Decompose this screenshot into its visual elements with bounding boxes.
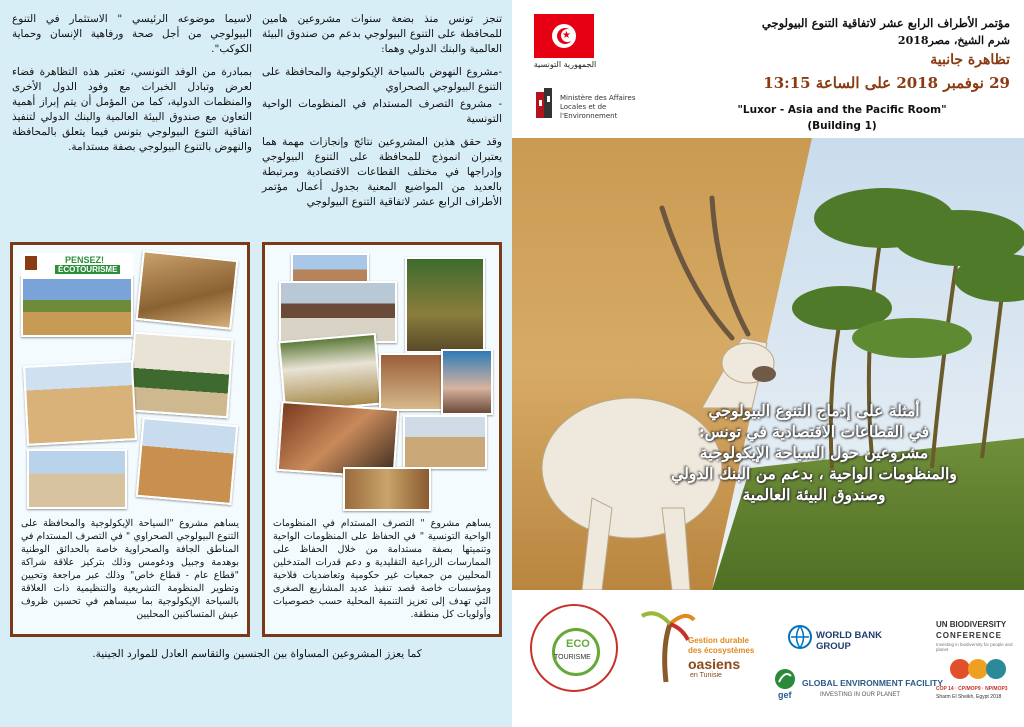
un-line1: UN BIODIVERSITY	[936, 620, 1007, 629]
conference-title: مؤتمر الأطراف الرابع عشر لاتفاقية التنوع البيولوجي	[761, 16, 1010, 30]
ministry-logo	[534, 84, 654, 124]
hero-title	[664, 400, 964, 505]
hero-title-line: أمثلة على إدماج التنوع البيولوجي	[708, 401, 920, 420]
oasis-collage	[271, 253, 493, 511]
un-biodiversity-logo	[936, 620, 1022, 716]
gazelle-photo	[136, 250, 239, 330]
hero-title-line: في القطاعات الاقتصادية في تونس:	[698, 422, 930, 441]
paragraph: - مشروع التصرف المستدام في المنظومات الواحية التونسية	[262, 98, 502, 125]
gef-leaf-icon	[774, 668, 796, 690]
oasis-line1: Gestion durable	[688, 636, 749, 645]
palm-tree-icon	[636, 606, 696, 684]
oasis-line2: des écosystèmes	[688, 646, 755, 655]
desert-building-photo	[128, 332, 233, 419]
ecotourism-caption: يساهم مشروع "السياحة الإيكولوجية والمحافظة على التنوع البيولوجي الصحراوي " في التصرف المستدام في المناطق الجافة والصحراوية خاصة بالحدائق الوطنية بوهدمة وجبيل ودغومس وذلك بتركيز علاقة شراكة "قطاع عام - قطاع خاص" وذلك عبر مراجعة وتحيين وتطوير المنظومة التشريعية والتنظيمية ذات العلاقة بالسياحة الإيكولوجية بما سيساهم في تحسين ظروف عيش المتساكنين المحليين	[21, 518, 239, 620]
artisan-woman-photo	[441, 349, 493, 415]
canyon-oasis-photo	[343, 467, 431, 511]
addax-oasis-illustration	[512, 138, 1024, 590]
ministry-emblem-icon	[534, 86, 556, 120]
event-date-time: 29 نوفمبر 2018 على الساعة 13:15	[763, 74, 1010, 92]
ministry-line1: Ministère des Affaires	[560, 94, 636, 102]
text-column-right	[262, 12, 502, 218]
gef-logo	[774, 668, 944, 708]
side-event-label: تظاهرة جانبية	[930, 52, 1010, 68]
hero-title-line: والمنظومات الواحية ، بدعم من البنك الدولي	[671, 464, 957, 483]
desert-landscape-photo	[21, 275, 133, 337]
republic-label: الجمهورية التونسية	[533, 60, 597, 69]
text-column-left	[12, 12, 252, 163]
globe-icon	[788, 625, 812, 649]
oasis-line3: oasiens	[688, 656, 741, 672]
traditional-parade-photo	[279, 281, 397, 343]
eco-line2: TOURISME	[554, 654, 591, 661]
ecotourism-photo-frame	[10, 242, 250, 637]
un-line3: Investing in biodiversity for people and planet	[936, 642, 1013, 652]
gef-tagline: INVESTING IN OUR PLANET	[820, 692, 901, 698]
oasis-photo-frame	[262, 242, 502, 637]
ecotourism-collage	[19, 253, 241, 511]
oasis-caption: يساهم مشروع " التصرف المستدام في المنظومات الواحية التونسية " في الحفاظ على المنظومات الواحية وتنميتها بصفة مستدامة من خلال الحفاظ على الممارسات الزراعية التقليدية و دعم قدرات المتدخلين المحليين من جمعيات غير حكومية وتعاضديات فلاحية ومؤسسات خاصة قصد تنفيذ عديد المشاريع الصغرى التي تهدف إلى تعزيز التنمية المحلية حسب خصوصيات وأولويات كل منطقة.	[273, 518, 491, 620]
building-label: (Building 1)	[807, 120, 877, 132]
worldbank-text: WORLD BANK GROUP	[816, 630, 882, 652]
un-line2: CONFERENCE	[936, 631, 1003, 640]
eco-line1: ECO	[566, 638, 590, 650]
cop14-emblem-icon	[948, 654, 1008, 684]
oasis-project-logo	[636, 606, 756, 706]
badge-bottom-text: ÉCOTOURISME	[55, 265, 120, 274]
ministry-line2: Locales et de l'Environnement	[560, 103, 618, 120]
cover-header	[512, 0, 1024, 138]
cop-line2: Sharm El Sheikh, Egypt 2018	[936, 694, 1002, 700]
hero-title-line: مشروعين حول السياحة الإيكولوجية	[699, 443, 929, 462]
market-photo	[379, 353, 449, 411]
partner-logos	[512, 590, 1024, 727]
gef-short: gef	[778, 690, 792, 700]
tunisia-flag-icon: ★	[534, 14, 594, 58]
paragraph: -مشروع النهوض بالسياحة الإيكولوجية والمحافظة على التنوع البيولوجي الصحراوي	[262, 66, 502, 93]
brochure-cover-panel	[512, 0, 1024, 727]
badge-top-text: PENSEZ!	[65, 255, 105, 265]
hero-image	[512, 138, 1024, 590]
room-name: "Luxor - Asia and the Pacific Room"	[737, 104, 947, 116]
desert-camp-photo	[136, 417, 239, 505]
pensez-ecotourisme-badge	[21, 253, 133, 279]
camel-caravan-photo	[23, 360, 137, 446]
bottom-note: كما يعزز المشروعين المساواة بين الجنسين والتقاسم العادل للموارد الجينية.	[92, 648, 422, 660]
paragraph: لاسيما موضوعه الرئيسي " الاستثمار في التنوع البيولوجي من أجل صحة ورفاهية الإنسان وحماية الكوكب".	[12, 13, 252, 55]
date-harvest-photo	[405, 257, 485, 353]
conference-location: شرم الشيخ، مصر2018	[897, 34, 1010, 47]
horse-riders-photo	[403, 415, 487, 469]
hero-title-line: وصندوق البيئة العالمية	[742, 485, 886, 504]
paragraph: وقد حقق هذين المشروعين نتائج وإنجازات مهمة هما يعتبران انموذج للمحافظة على التنوع البيولوجي وإدراجها في مختلف القطاعات الاقتصادية ومرتبطة بالعديد من المواضيع المعنية بجدول أعمال مؤتمر الأطراف الرابع عشر لاتفاقية التنوع البيولوجي	[262, 136, 502, 208]
ecotourism-logo	[530, 604, 618, 692]
oasis-line4: en Tunisie	[690, 672, 722, 679]
desert-vehicle-photo	[27, 449, 127, 509]
worldbank-logo	[788, 624, 918, 650]
cop-line1: COP 14 · CP/MOP9 · NP/MOP3	[936, 686, 1008, 692]
paragraph: تنجز تونس منذ بضعة سنوات مشروعين هامين للمحافظة على التنوع البيولوجي بدعم من صندوق البيئة العالمية والبنك الدولي وهما:	[262, 13, 502, 55]
gef-name: GLOBAL ENVIRONMENT FACILITY	[802, 678, 944, 688]
paragraph: بمبادرة من الوفد التونسي، تعتبر هذه التظاهرة فضاء لعرض وتبادل الخبرات مع وفود الدول الأخرى والمنظمات الدولية، كما من المؤمل أن يتم إبراز أهمية التعاون مع صندوق البيئة العالمية والبنك الدولي لتنفيذ اتفاقية التنوع البيولوجي بتونس فيما يتعلق بالمحافظة والنهوض بالتنوع البيولوجي بصفة مستدامة.	[12, 66, 252, 153]
